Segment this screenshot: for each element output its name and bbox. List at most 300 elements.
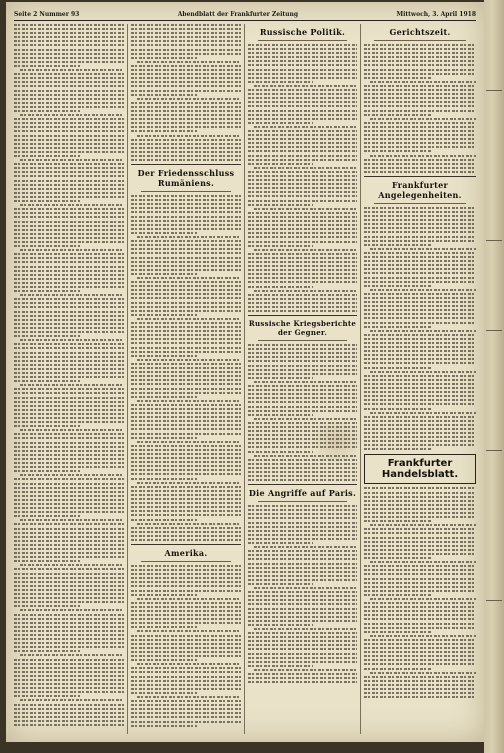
text-line [131,40,241,42]
text-line [364,256,476,258]
text-line [131,81,241,83]
text-line [364,48,476,50]
section-rule [248,315,357,316]
text-line [248,265,357,267]
text-line [248,530,357,532]
text-line [14,175,124,177]
text-line [131,355,197,357]
text-line [14,515,80,517]
text-line [14,266,124,268]
text-line [364,236,476,238]
section-rule [141,191,231,192]
text-line [131,363,241,365]
text-line [248,146,357,148]
text-line [131,639,241,641]
text-line [364,537,476,539]
text-line [131,725,197,727]
text-line [131,708,241,710]
text-line [364,594,431,596]
column-separator [244,24,245,734]
text-line [131,498,241,500]
text-line [131,224,241,226]
text-line [14,139,124,141]
text-line [131,367,241,369]
text-line [14,433,124,435]
text-line [131,577,241,579]
text-line [137,696,241,698]
text-line [248,513,357,515]
text-line [248,563,357,565]
text-line [248,52,357,54]
text-line [14,126,124,128]
text-line [248,114,357,116]
text-line [364,428,476,430]
text-line [131,655,241,657]
text-column-1 [14,24,124,736]
text-line [131,527,241,529]
text-line [364,260,476,262]
text-line [364,150,431,152]
text-line [14,290,80,292]
text-line [248,463,357,465]
text-line [131,692,197,694]
text-line [364,448,431,450]
text-line [131,590,241,592]
text-line [131,404,241,406]
text-line [14,364,124,366]
text-line [364,69,476,71]
text-line [14,225,124,227]
text-line [248,550,357,552]
text-line [14,77,124,79]
text-line [248,624,313,626]
text-line [364,60,476,62]
text-line [364,44,476,46]
text-line [20,69,124,71]
text-line [14,32,124,34]
text-line [137,630,241,632]
text-line [248,385,357,387]
text-line [14,614,124,616]
text-line [131,203,241,205]
text-line [131,310,241,312]
text-line [248,397,357,399]
text-line [364,334,476,336]
text-line [248,60,357,62]
text-line [137,318,241,320]
text-line [248,118,357,120]
text-line [248,644,357,646]
text-line [364,317,476,319]
text-line [14,282,124,284]
text-line [14,356,124,358]
text-line [248,661,357,663]
text-line [131,322,241,324]
text-line [131,716,241,718]
text-line [14,605,80,607]
text-line [248,369,357,371]
text-line [248,393,357,395]
text-line [364,500,476,502]
text-line [364,586,476,588]
text-line [364,520,431,522]
headline-romania: Der Friedensschluss Rumäniens. [137,168,235,189]
text-line [14,257,124,259]
text-line [248,471,357,473]
text-line [14,544,124,546]
text-line [364,508,476,510]
text-line [131,519,197,521]
text-line [131,416,241,418]
text-line [248,302,357,304]
text-line [364,342,476,344]
text-line [364,227,476,229]
text-line [14,57,124,59]
text-line [14,507,124,509]
section-rule [374,203,466,204]
headline-russische-politik: Russische Politik. [259,27,346,37]
text-line [248,81,313,83]
text-line [14,646,124,648]
text-line [14,528,124,530]
text-line [14,380,80,382]
text-line [131,65,241,67]
text-line [131,383,241,385]
text-line [20,474,124,476]
text-line [131,326,241,328]
gutter-mark [486,240,502,255]
text-line [14,511,124,513]
text-line [248,89,357,91]
text-line [364,610,476,612]
text-line [131,77,241,79]
text-line [131,106,241,108]
text-line [14,450,124,452]
text-line [248,187,357,189]
text-line [14,28,124,30]
text-line [20,519,124,521]
text-line [131,659,197,661]
text-line [248,163,313,165]
text-line [131,535,241,537]
text-line [364,557,431,559]
text-line [364,655,476,657]
text-line [14,585,124,587]
text-line [248,257,357,259]
text-line [131,265,241,267]
section-rule [364,176,476,177]
text-line [131,269,241,271]
text-line [248,632,357,634]
text-line [14,417,124,419]
text-line [364,163,476,165]
text-line [14,659,124,661]
text-line [364,631,431,633]
text-column-3 [248,24,357,736]
text-line [248,479,357,481]
header-rule [14,20,476,21]
text-line [364,668,431,670]
text-line [14,708,124,710]
text-line [131,159,241,161]
text-line [131,314,197,316]
text-line [370,289,476,291]
text-line [131,478,197,480]
text-line [14,200,80,202]
text-line [364,676,476,678]
text-line [14,642,124,644]
text-line [248,69,357,71]
text-line [14,663,124,665]
text-line [364,391,476,393]
text-line [14,478,124,480]
text-line [248,245,313,247]
text-line [248,261,357,263]
text-line [364,240,476,242]
text-line [364,590,476,592]
text-line [14,491,124,493]
text-line [248,344,357,346]
text-line [364,159,476,161]
gutter-mark [486,450,502,465]
text-line [137,236,241,238]
text-line [131,28,241,30]
text-line [14,155,80,157]
text-line [364,338,476,340]
text-line [248,150,357,152]
text-line [248,179,357,181]
text-line [254,126,357,128]
section-rule [141,561,231,562]
text-line [248,294,357,296]
text-line [254,208,357,210]
text-line [248,105,357,107]
text-line [14,212,124,214]
text-line [254,669,357,671]
text-line [14,274,124,276]
text-line [248,410,357,412]
column-separator [360,24,361,734]
text-line [14,208,124,210]
text-line [131,216,241,218]
text-line [364,268,476,270]
text-line [364,684,476,686]
text-line [364,504,476,506]
text-line [14,352,124,354]
text-line [20,249,124,251]
text-line [20,564,124,566]
text-line [248,191,357,193]
text-line [14,323,124,325]
text-line [364,403,476,405]
text-line [20,609,124,611]
text-line [131,712,241,714]
text-line [14,536,124,538]
text-line [364,211,476,213]
text-line [131,486,241,488]
text-line [248,612,357,614]
text-line [131,44,241,46]
text-line [14,589,124,591]
text-line [364,627,476,629]
text-line [364,444,476,446]
text-line [14,221,124,223]
text-line [364,138,476,140]
text-line [20,654,124,656]
binding-gutter [484,0,504,753]
text-line [14,634,124,636]
header-masthead: Abendblatt der Frankfurter Zeitung [177,10,299,18]
text-line [14,392,124,394]
text-line [131,581,241,583]
text-line [248,306,357,308]
text-line [248,509,357,511]
text-line [131,151,241,153]
text-line [14,548,124,550]
text-line [364,416,476,418]
text-line [248,681,357,683]
text-line [364,395,476,397]
text-line [14,671,124,673]
text-line [364,492,476,494]
text-line [14,372,124,374]
text-line [14,118,124,120]
text-line [14,233,124,235]
text-line [131,680,241,682]
text-line [248,389,357,391]
text-line [131,514,241,516]
text-line [364,692,476,694]
section-rule [374,40,466,41]
text-line [364,350,476,352]
text-line [364,578,476,580]
text-line [131,248,241,250]
text-line [364,52,476,54]
text-line [248,640,357,642]
text-line [14,483,124,485]
text-line [131,293,241,295]
text-line [131,469,241,471]
text-line [14,683,124,685]
text-line [364,73,476,75]
text-line [131,302,241,304]
text-line [248,673,357,675]
text-line [131,57,197,59]
text-line [14,724,124,726]
text-line [248,142,357,144]
text-line [364,639,476,641]
text-line [364,244,431,246]
text-line [14,397,124,399]
text-line [248,348,357,350]
text-line [248,64,357,66]
text-line [364,573,476,575]
text-line [131,602,241,604]
text-line [14,376,124,378]
text-line [364,77,431,79]
column-separator [127,24,128,734]
text-line [254,587,357,589]
text-line [14,36,124,38]
text-line [131,585,241,587]
text-line [14,319,124,321]
text-line [20,114,124,116]
text-line [14,229,124,231]
text-line [14,523,124,525]
text-line [364,114,431,116]
text-line [14,409,124,411]
text-line [131,433,241,435]
text-line [248,310,357,312]
text-line [131,704,241,706]
text-line [14,306,124,308]
text-line [14,442,124,444]
text-line [248,277,357,279]
text-line [364,553,476,555]
text-line [364,85,476,87]
text-line [248,134,357,136]
text-line [137,663,241,665]
text-line [370,598,476,600]
text-line [14,106,124,108]
text-line [364,252,476,254]
text-line [364,602,476,604]
text-line [14,499,124,501]
text-line [364,565,476,567]
text-line [131,610,241,612]
text-line [131,461,241,463]
text-line [14,98,124,100]
text-line [364,207,476,209]
text-line [14,286,124,288]
text-line [364,285,431,287]
text-line [364,305,476,307]
text-line [364,101,476,103]
text-line [364,532,476,534]
text-line [364,541,476,543]
text-line [137,61,241,63]
text-line [248,451,313,453]
text-line [248,677,357,679]
text-line [248,414,313,416]
text-line [131,94,197,96]
text-line [248,665,313,667]
text-line [248,93,357,95]
text-line [131,53,241,55]
text-line [14,712,124,714]
text-line [14,626,124,628]
text-line [364,549,476,551]
text-line [14,495,124,497]
text-line [131,721,241,723]
text-line [364,134,476,136]
text-line [131,220,241,222]
text-line [14,618,124,620]
text-line [248,130,357,132]
text-column-2 [131,24,241,736]
text-line [131,651,241,653]
text-line [248,273,357,275]
text-line [131,618,241,620]
text-line [131,565,241,567]
text-line [14,421,124,423]
text-line [131,147,241,149]
text-line [131,375,241,377]
text-line [14,454,124,456]
text-line [131,676,241,678]
text-line [364,56,476,58]
text-line [14,622,124,624]
